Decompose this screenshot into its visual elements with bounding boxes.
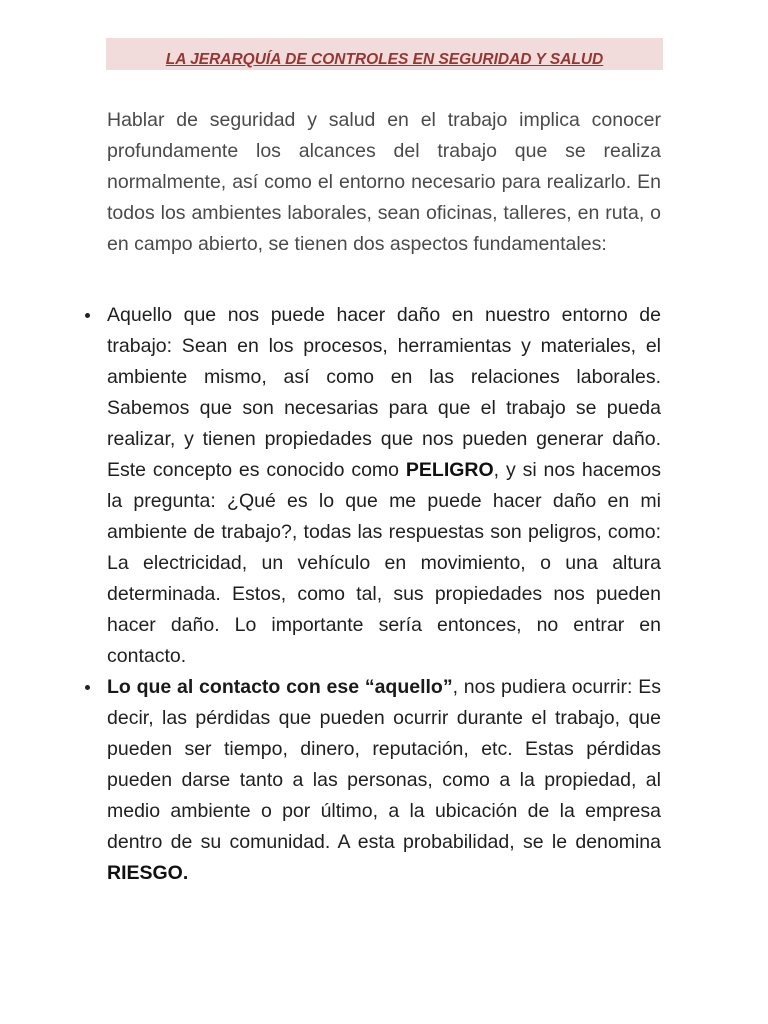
aspects-list — [0, 300, 768, 889]
document-title: LA JERARQUÍA DE CONTROLES EN SEGURIDAD Y SALUD — [165, 51, 604, 68]
list-item-peligro — [0, 300, 768, 672]
peligro-text-after: , y si nos hacemos la pregunta: ¿Qué es lo que me puede hacer daño en mi ambiente de trabajo?, todas las respuestas son peligros, como: La electricidad, un vehículo en movimiento, o una altura determinada. Estos, como tal, sus propiedades nos pueden hacer daño. Lo importante sería entonces, no entrar en contacto. — [107, 459, 662, 667]
riesgo-term: RIESGO. — [107, 862, 189, 884]
peligro-term: PELIGRO — [405, 459, 494, 481]
riesgo-lead: Lo que al contacto con ese “aquello” — [107, 676, 453, 698]
bullet-text-peligro — [107, 300, 661, 672]
bullet-icon — [85, 685, 90, 690]
peligro-text-before: Aquello que nos puede hacer daño en nuestro entorno de trabajo: Sean en los procesos, herramientas y materiales, el ambiente mismo, así como en las relaciones laborales. Sabemos que son necesarias para que el trabajo se pueda realizar, y tienen propiedades que nos pueden generar daño. Este concepto es conocido como — [107, 304, 661, 481]
bullet-icon — [85, 313, 90, 318]
riesgo-text-before: , nos pudiera ocurrir: Es decir, las pérdidas que pueden ocurrir durante el trabajo, que pueden ser tiempo, dinero, reputación, etc. Estas pérdidas pueden darse tanto a las personas, como a la propiedad, al medio ambiente o por último, a la ubicación de la empresa dentro de su comunidad. A esta probabilidad, se le denomina — [107, 676, 661, 853]
list-item-riesgo — [0, 672, 768, 889]
bullet-text-riesgo — [107, 672, 661, 889]
intro-paragraph: Hablar de seguridad y salud en el trabajo implica conocer profundamente los alcances del trabajo que se realiza normalmente, así como el entorno necesario para realizarlo. En todos los ambientes laborales, sean oficinas, talleres, en ruta, o en campo abierto, se tienen dos aspectos fundamentales: — [107, 108, 661, 255]
